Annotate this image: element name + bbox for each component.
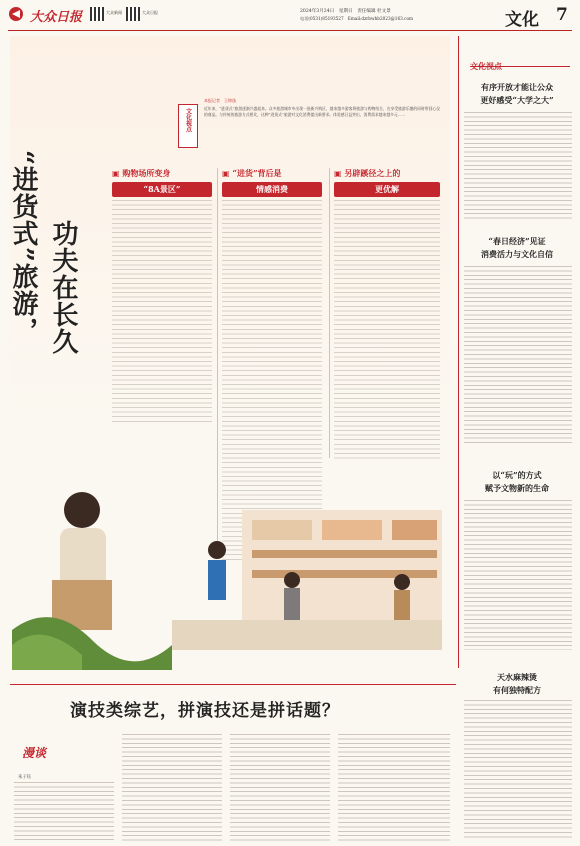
logo-mark-icon	[8, 6, 30, 22]
sidebar-article-1-body	[464, 112, 572, 222]
section-2-title: 情感消费	[222, 182, 322, 197]
lead-logo-text: 文化视点	[184, 108, 192, 132]
cart-icon: ▣	[222, 168, 230, 178]
lead-col-3	[334, 200, 440, 460]
sidebar-article-4-body	[464, 700, 572, 840]
section-3-kicker: 另辟蹊径之上的	[344, 168, 401, 178]
section-2-kicker: “进货”背后是	[232, 168, 282, 178]
bottom-author: 朱子钰	[18, 775, 32, 780]
sidebar-article-4-title-b: 有何独特配方	[493, 685, 541, 695]
header-rule	[8, 30, 572, 31]
lead-headline-b: 功夫在长久	[48, 220, 78, 355]
bottom-col-4	[338, 734, 450, 842]
qr-label-a: 大众新闻	[106, 10, 122, 15]
sidebar-article-3	[462, 470, 572, 494]
issue-date: 2024年3月24日 星期日 责任编辑 杜文景	[300, 9, 391, 14]
reporter-tag: 本报记者 王锦逸	[204, 98, 236, 103]
section-3-head	[334, 168, 440, 197]
qr-label-b: 大众日报	[142, 10, 158, 15]
sidebar-article-2	[462, 236, 572, 260]
paper-name: 大众日报	[30, 10, 83, 25]
sidebar-header-label: 文化视点	[470, 61, 502, 71]
section-1-title: “8A景区”	[112, 182, 212, 197]
section-title: 文化	[505, 10, 539, 30]
cart-icon: ▣	[334, 168, 342, 178]
bottom-col-3	[230, 734, 330, 842]
section-2-head	[222, 168, 322, 197]
lead-col-1	[112, 200, 212, 422]
sidebar-article-1-title-b: 更好感受“大学之大”	[480, 95, 554, 105]
lead-illustration	[12, 470, 450, 670]
qr-code-a[interactable]	[90, 7, 104, 21]
bottom-rule	[10, 684, 456, 685]
lead-logo	[178, 104, 198, 148]
section-3-title: 更优解	[334, 182, 440, 197]
sidebar-article-2-body	[464, 266, 572, 446]
sidebar-article-2-title-b: 消费活力与文化自信	[481, 249, 553, 259]
section-1-head	[112, 168, 212, 197]
section-1-kicker: 购物场所变身	[122, 168, 171, 178]
page-number: 7	[556, 5, 568, 25]
sidebar-header	[470, 54, 570, 71]
qr-code-b[interactable]	[126, 7, 140, 21]
sidebar-article-3-title-b: 赋予文物新的生命	[485, 483, 549, 493]
cart-icon: ▣	[112, 168, 120, 178]
sidebar-article-3-body	[464, 500, 572, 650]
sidebar-article-4-title-a: 天水麻辣烫	[497, 672, 537, 682]
sidebar-article-4	[462, 672, 572, 696]
col-divider	[329, 168, 330, 458]
sidebar-article-1	[462, 82, 572, 106]
shopping-illustration	[12, 470, 450, 670]
sidebar-article-2-title-a: “春日经济”见证	[488, 236, 546, 246]
bottom-col-1	[14, 782, 114, 842]
column-tag: 漫谈	[22, 746, 47, 760]
contact-line: 电话(0531)85193527 Email:dzrbwhb2023@163.com	[300, 16, 413, 21]
bottom-col-2	[122, 734, 222, 842]
sidebar-divider	[458, 36, 459, 668]
paper-logo	[8, 6, 30, 22]
sidebar-article-1-title-a: 有序开放才能让公众	[481, 82, 553, 92]
bottom-headline: 演技类综艺，拼演技还是拼话题？	[70, 701, 340, 721]
lead-intro: 近年来，“进货式”旅游逐渐兴盛起来。众多旅游城市中出现一批新兴购区，越来越多游客将旅游与购物结合，在享受旅游乐趣的同时带回心仪的商品。与传统的旅游方式相比，这种“进货式”旅游对文化消费提出新要求。体验感日益突出，消费需求越来越多元……	[204, 106, 440, 117]
sidebar-article-3-title-a: 以“玩”的方式	[492, 470, 542, 480]
lead-headline-a: “进货式”旅游，	[8, 150, 38, 344]
